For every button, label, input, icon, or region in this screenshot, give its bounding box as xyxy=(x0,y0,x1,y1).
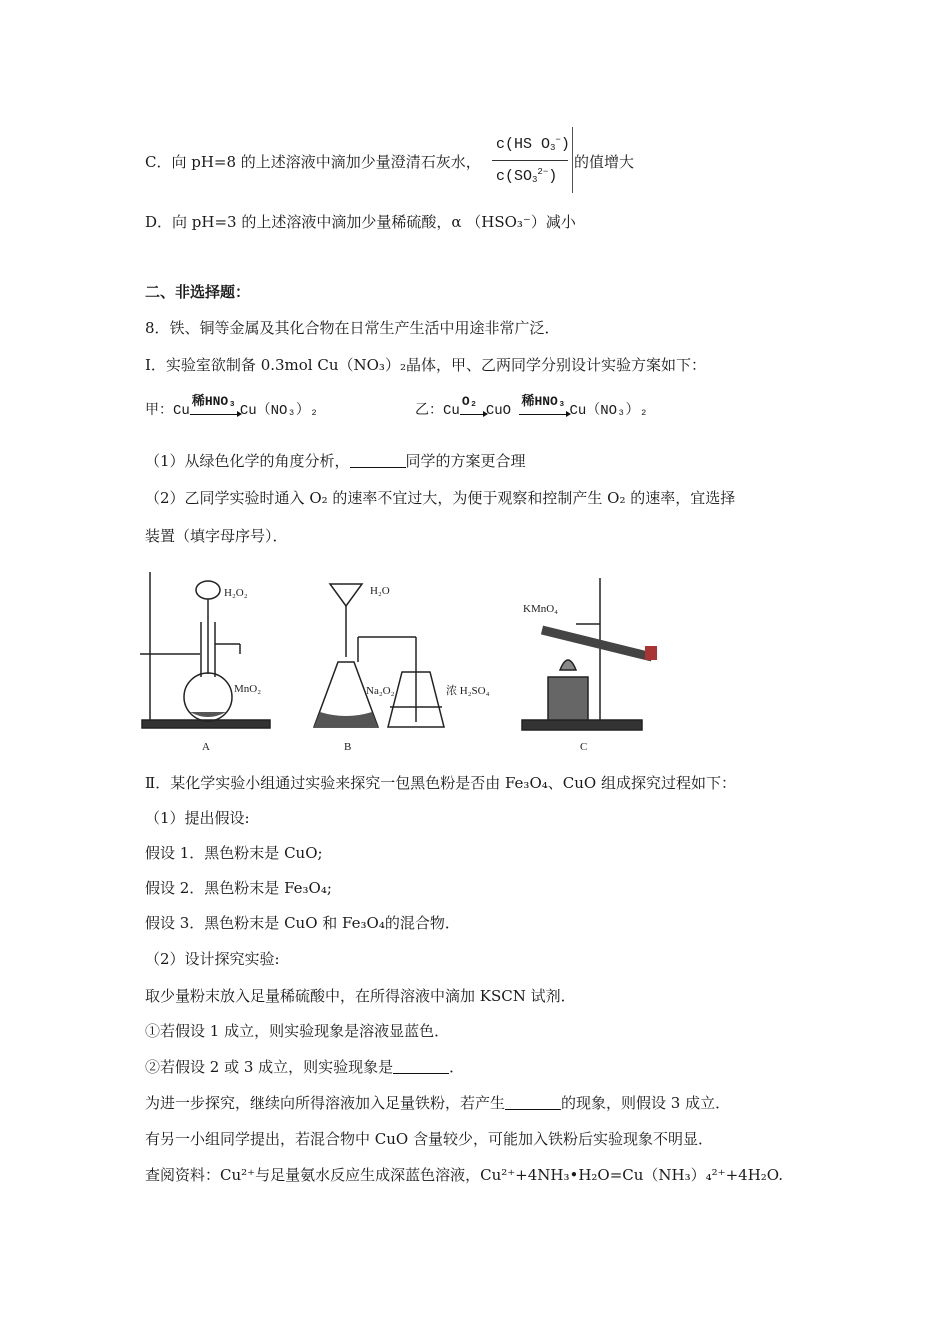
further-text: 为进一步探究，继续向所得溶液加入足量铁粉，若产生 xyxy=(145,1094,506,1112)
label-mno2: MnO₂ xyxy=(234,683,262,695)
ratio-fraction xyxy=(490,127,573,193)
further-exploration xyxy=(145,1093,730,1113)
label-h2o2: H₂O₂ xyxy=(224,587,248,599)
answer-blank[interactable] xyxy=(505,1095,561,1110)
label-kmno4: KMnO₄ xyxy=(523,603,559,615)
label-h2so4: 浓 H₂SO₄ xyxy=(446,685,490,697)
option-c-suffix: 的值增大 xyxy=(574,153,635,171)
reference-prefix: 查阅资料： xyxy=(145,1166,221,1184)
apparatus-figure xyxy=(140,562,660,754)
label-c: C xyxy=(580,741,588,753)
other-group-note: 有另一小组同学提出，若混合物中 CuO 含量较少，可能加入铁粉后实验现象不明显． xyxy=(145,1130,713,1148)
scheme-yi-intermediate: CuO xyxy=(485,403,512,419)
hypothesis-1: 假设 1．黑色粉末是 CuO; xyxy=(145,844,323,862)
observation-2-text: ②若假设 2 或 3 成立，则实验现象是 xyxy=(145,1058,394,1076)
apparatus-c xyxy=(522,578,657,753)
scheme-yi xyxy=(415,394,648,421)
scheme-jia xyxy=(145,394,319,421)
reaction-arrow xyxy=(460,394,486,421)
further-text-end: 的现象，则假设 3 成立． xyxy=(561,1094,731,1112)
apparatus-b xyxy=(314,584,490,753)
option-c-prefix: C．向 pH=8 的上述溶液中滴加少量澄清石灰水， xyxy=(145,153,481,171)
answer-blank[interactable] xyxy=(350,453,406,468)
option-c xyxy=(145,152,481,172)
scheme-yi-product: Cu（NO₃）₂ xyxy=(569,403,648,419)
reference-info xyxy=(145,1165,783,1185)
question-2-line1: （2）乙同学实验时通入 O₂ 的速率不宜过大，为便于观察和控制产生 O₂ 的速率，宜选择 xyxy=(145,489,736,507)
question-8: 8．铁、铜等金属及其化合物在日常生产生活中用途非常广泛． xyxy=(145,319,560,337)
option-d: D．向 pH=3 的上述溶液中滴加少量稀硫酸，α （HSO₃⁻）减小 xyxy=(145,213,576,231)
question-1-text: （1）从绿色化学的角度分析， xyxy=(145,452,350,470)
observation-2-end: ． xyxy=(449,1058,465,1076)
label-na2o2: Na₂O₂ xyxy=(366,685,395,697)
design-title: （2）设计探究实验: xyxy=(145,950,280,968)
fraction-bar xyxy=(492,160,568,161)
answer-blank[interactable] xyxy=(393,1059,449,1074)
label-h2o: H₂O xyxy=(370,585,390,597)
hypothesis-title: （1）提出假设: xyxy=(145,809,250,827)
label-a: A xyxy=(202,741,210,753)
scheme-jia-product: Cu（NO₃）₂ xyxy=(239,403,319,419)
fraction-denominator: $c(SO_3^{2-})$ xyxy=(496,167,558,185)
scheme-yi-label: 乙：Cu xyxy=(415,403,460,419)
design-text: 取少量粉末放入足量稀硫酸中，在所得溶液中滴加 KSCN 试剂． xyxy=(145,987,576,1005)
apparatus-a xyxy=(140,572,270,753)
scheme-jia-label: 甲：Cu xyxy=(145,403,190,419)
section-heading: 二、非选择题： xyxy=(145,283,251,301)
label-b: B xyxy=(344,741,352,753)
observation-1: ①若假设 1 成立，则实验现象是溶液显蓝色． xyxy=(145,1022,450,1040)
hypothesis-3: 假设 3．黑色粉末是 CuO 和 Fe₃O₄的混合物． xyxy=(145,914,460,932)
fraction-numerator: c(HS $O_3^-$) xyxy=(496,135,570,153)
reaction-arrow xyxy=(519,394,569,421)
arrow-reagent: 稀HNO₃ xyxy=(191,394,237,409)
question-2-line2: 装置（填字母序号）． xyxy=(145,527,288,545)
arrow-reagent: 稀HNO₃ xyxy=(521,394,566,409)
reference-text: Cu²⁺与足量氨水反应生成深蓝色溶液，Cu²⁺+4NH₃•H₂O=Cu（NH₃）₄²⁺+4H₂O. xyxy=(220,1166,783,1184)
part-ii-intro: Ⅱ．某化学实验小组通过实验来探究一包黑色粉是否由 Fe₃O₄、CuO 组成探究过程如下： xyxy=(145,774,736,792)
reaction-arrow xyxy=(190,394,240,421)
observation-2 xyxy=(145,1057,464,1077)
arrow-reagent: O₂ xyxy=(461,394,478,409)
hypothesis-2: 假设 2．黑色粉末是 Fe₃O₄; xyxy=(145,879,332,897)
part-i-intro: Ⅰ．实验室欲制备 0.3mol Cu（NO₃）₂晶体，甲、乙两同学分别设计实验方案如下： xyxy=(145,356,706,374)
question-1 xyxy=(145,451,526,471)
question-1-text-end: 同学的方案更合理 xyxy=(405,452,526,470)
